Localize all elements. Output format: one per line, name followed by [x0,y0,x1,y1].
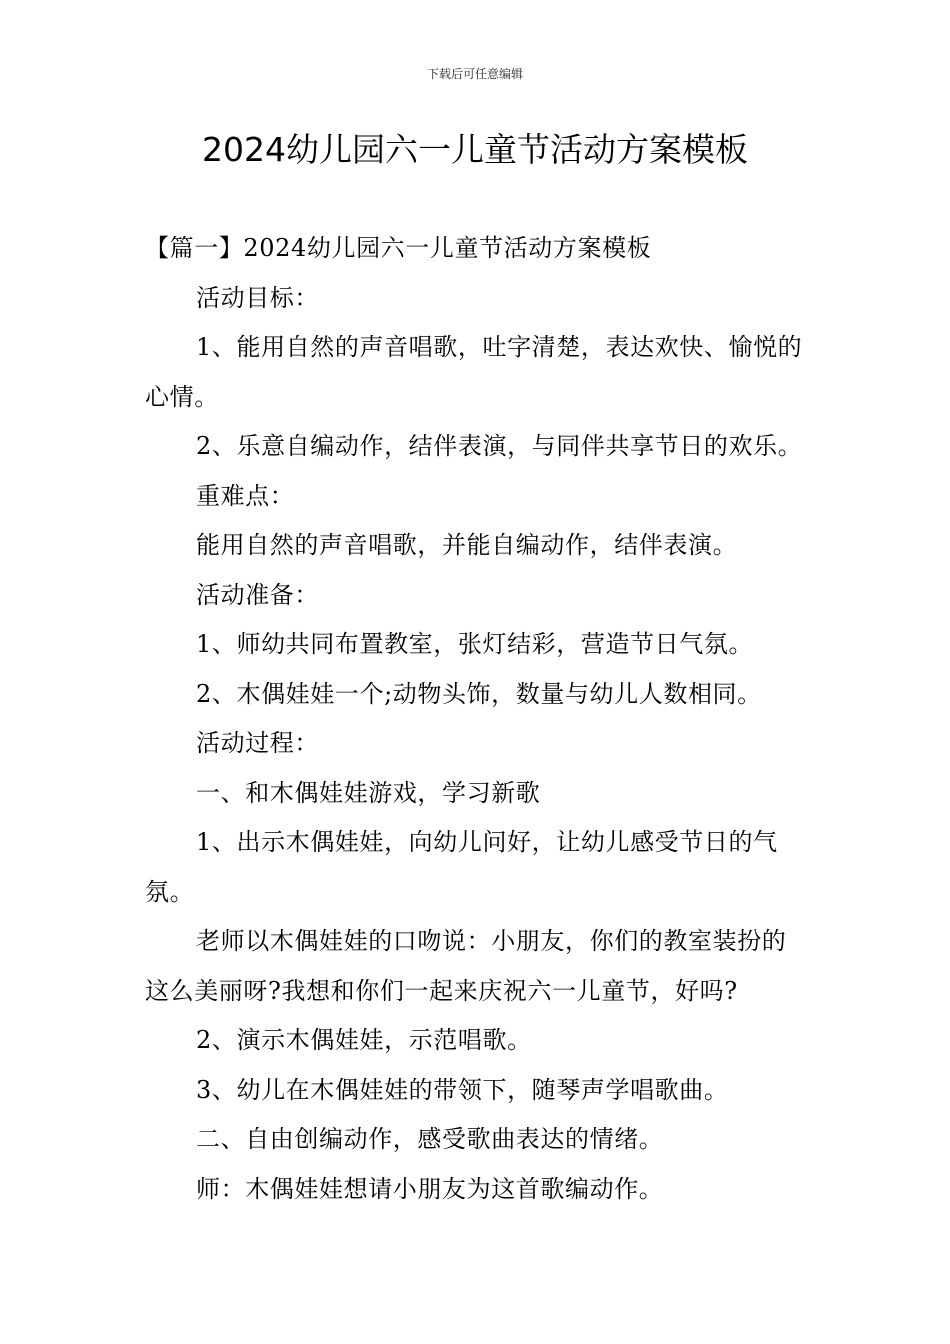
paragraph-process-step-2: 二、自由创编动作，感受歌曲表达的情绪。 [196,1125,664,1153]
paragraph-preparation-heading: 活动准备： [196,580,319,609]
section-heading: 【篇一】2024幼儿园六一儿童节活动方案模板 [145,234,652,262]
paragraph-preparation-1: 1、师幼共同布置教室，张灯结彩，营造节日气氛。 [196,630,754,658]
paragraph-process-step-1: 一、和木偶娃娃游戏，学习新歌 [196,778,541,807]
paragraph-goals-heading: 活动目标： [196,283,319,312]
document-title: 2024幼儿园六一儿童节活动方案模板 [202,130,748,169]
paragraph-teacher-request: 师：木偶娃娃想请小朋友为这首歌编动作。 [196,1174,664,1203]
paragraph-process-heading: 活动过程： [196,729,319,757]
paragraph-process-step-1-1: 1、出示木偶娃娃，向幼儿问好，让幼儿感受节日的气氛。 [145,828,778,906]
document-body [145,224,810,1214]
paragraph-process-step-1-2: 2、演示木偶娃娃，示范唱歌。 [196,1026,532,1054]
paragraph-goal-2: 2、乐意自编动作，结伴表演，与同伴共享节日的欢乐。 [196,432,803,460]
paragraph-teacher-line: 老师以木偶娃娃的口吻说：小朋友，你们的教室装扮的这么美丽呀?我想和你们一起来庆祝六一儿童节，好吗? [145,927,787,1005]
paragraph-key-points: 能用自然的声音唱歌，并能自编动作，结伴表演。 [196,531,738,559]
paragraph-goal-1: 1、能用自然的声音唱歌，吐字清楚，表达欢快、愉悦的心情。 [145,333,803,411]
paragraph-process-step-1-3: 3、幼儿在木偶娃娃的带领下，随琴声学唱歌曲。 [196,1075,729,1104]
paragraph-preparation-2: 2、木偶娃娃一个;动物头饰，数量与幼儿人数相同。 [196,679,762,708]
paragraph-key-points-heading: 重难点： [196,481,295,510]
page-header-note: 下载后可任意编辑 [426,67,523,81]
